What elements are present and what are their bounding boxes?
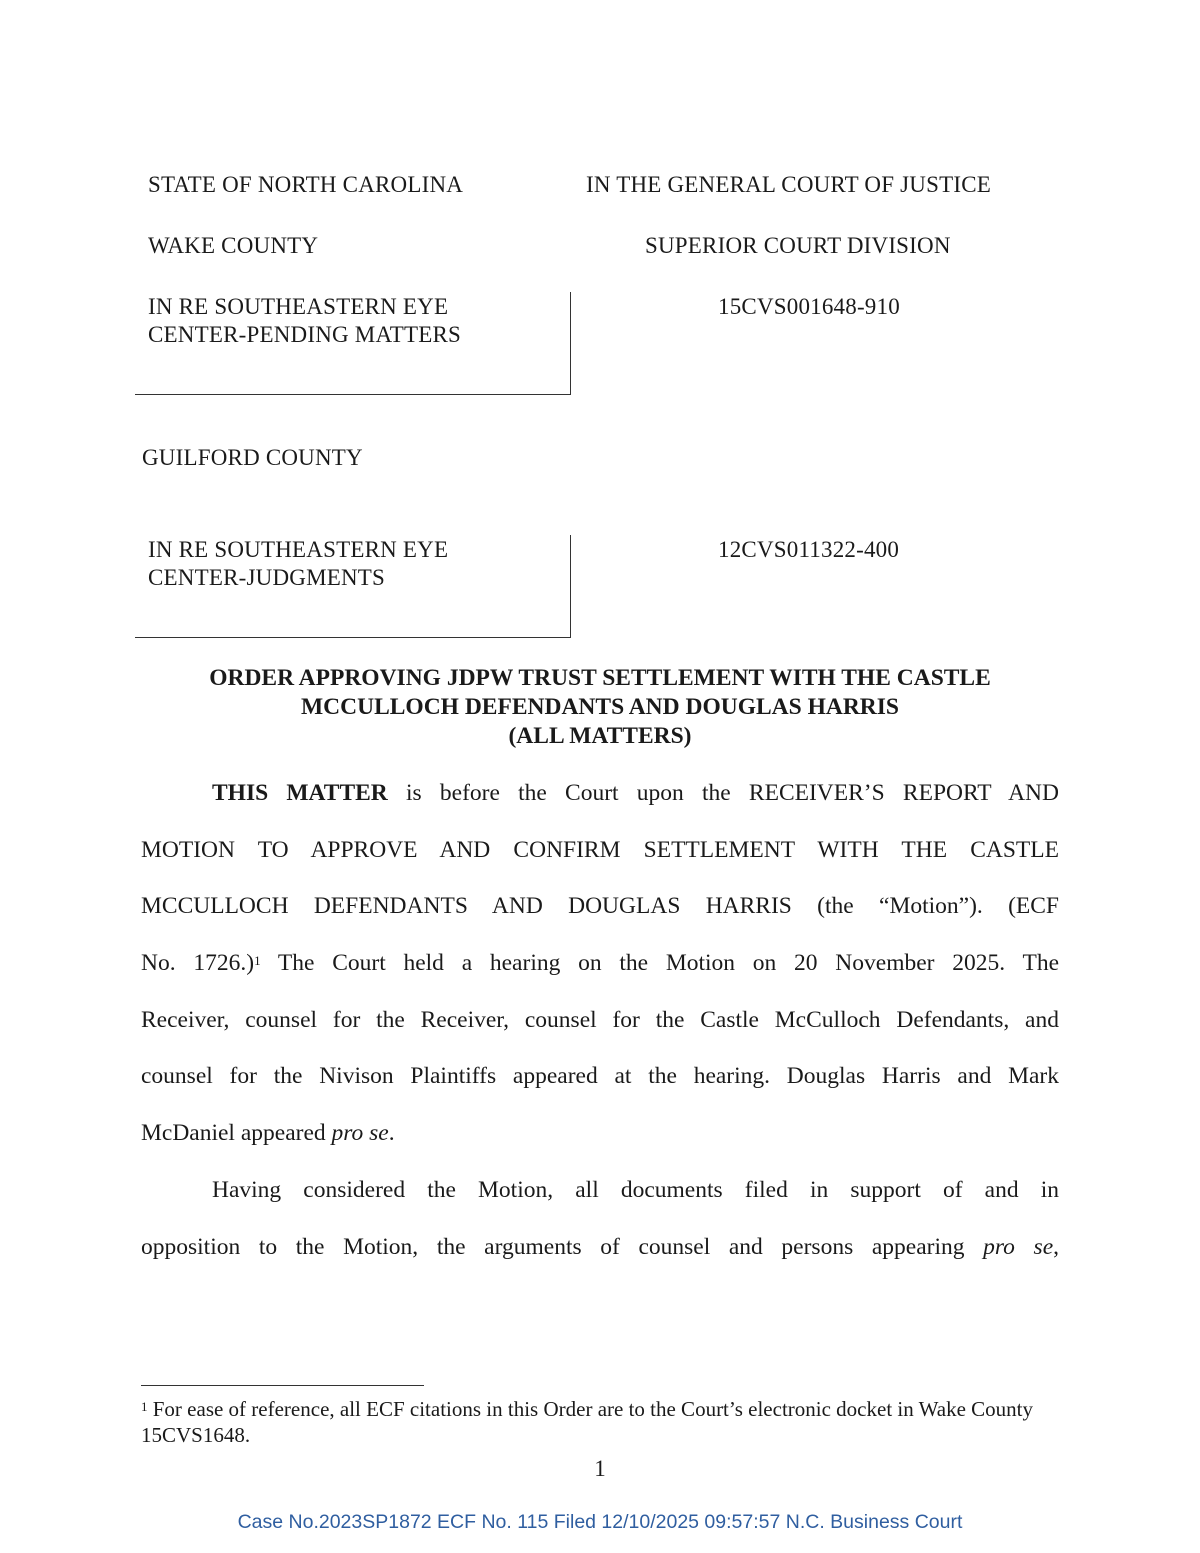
- paragraph-1: [141, 765, 1059, 1162]
- paragraph-1-line: counsel for the Nivison Plaintiffs appeared at the hearing. Douglas Harris and Mark: [141, 1063, 1059, 1090]
- filing-stamp: Case No.2023SP1872 ECF No. 115 Filed 12/10/2025 09:57:57 N.C. Business Court: [237, 1511, 963, 1533]
- footnote-divider: [141, 1385, 424, 1386]
- order-title-line1: ORDER APPROVING JDPW TRUST SETTLEMENT WITH THE CASTLE: [209, 665, 991, 691]
- caption-court: IN THE GENERAL COURT OF JUSTICE: [586, 172, 991, 197]
- case1-number: 15CVS001648-910: [718, 294, 900, 319]
- footnote-marker: 1: [141, 1399, 148, 1414]
- paragraph-2: [141, 1162, 1059, 1275]
- case2-number: 12CVS011322-400: [718, 537, 900, 562]
- case1-name-line1: IN RE SOUTHEASTERN EYE: [148, 294, 449, 319]
- this-matter-lead: THIS MATTER: [212, 780, 388, 806]
- case-caption-box-1: [135, 292, 571, 395]
- caption-county-guilford: GUILFORD COUNTY: [142, 445, 363, 470]
- paragraph-1-line: MCCULLOCH DEFENDANTS AND DOUGLAS HARRIS (the “Motion”). (ECF: [141, 893, 1059, 920]
- footnote: [141, 1396, 1061, 1448]
- order-title: [140, 664, 1060, 751]
- case2-name-line1: IN RE SOUTHEASTERN EYE: [148, 537, 449, 562]
- case2-name-line2: CENTER-JUDGMENTS: [148, 565, 386, 590]
- paragraph-2-line: Having considered the Motion, all documents filed in support of and in: [212, 1177, 1059, 1203]
- page-number: 1: [594, 1456, 606, 1481]
- paragraph-2-line: opposition to the Motion, the arguments of counsel and persons appearing pro se,: [141, 1233, 1059, 1260]
- case-caption-box-2: [135, 535, 571, 638]
- order-title-line2: MCCULLOCH DEFENDANTS AND DOUGLAS HARRIS: [300, 694, 899, 720]
- paragraph-1-line: MOTION TO APPROVE AND CONFIRM SETTLEMENT WITH THE CASTLE: [141, 836, 1059, 863]
- caption-division: SUPERIOR COURT DIVISION: [645, 233, 951, 258]
- paragraph-1-line: THIS MATTER is before the Court upon the RECEIVER’S REPORT AND: [212, 780, 1060, 806]
- paragraph-1-line: No. 1726.)$^1$ The Court held a hearing on the Motion on 20 November 2025. The: [141, 950, 1059, 977]
- case1-name-line2: CENTER-PENDING MATTERS: [148, 322, 461, 347]
- caption-county-wake: WAKE COUNTY: [148, 233, 319, 258]
- paragraph-1-line: Receiver, counsel for the Receiver, counsel for the Castle McCulloch Defendants, and: [141, 1006, 1059, 1033]
- footnote-text: For ease of reference, all ECF citations in this Order are to the Court’s electronic docket in Wake County 15CVS1648.: [141, 1397, 1033, 1447]
- caption-state: STATE OF NORTH CAROLINA: [148, 172, 464, 197]
- order-title-line3: (ALL MATTERS): [508, 723, 692, 749]
- footnote-reference: 1: [254, 953, 261, 969]
- paragraph-1-line: McDaniel appeared pro se.: [141, 1120, 395, 1147]
